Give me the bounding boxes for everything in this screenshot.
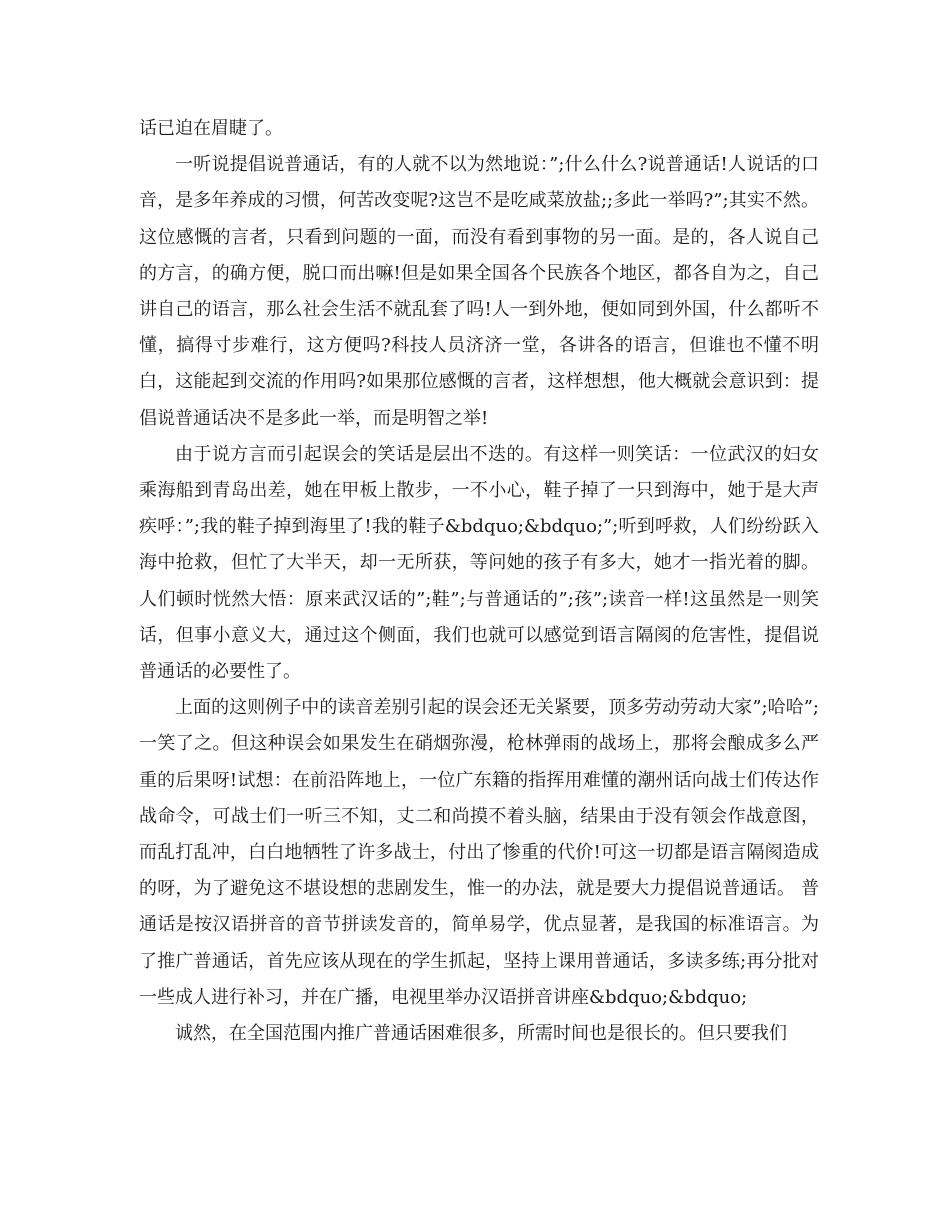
- paragraph: 诚然，在全国范围内推广普通话困难很多，所需时间也是很长的。但只要我们: [175, 1023, 787, 1045]
- document-body: [139, 111, 819, 1052]
- paragraph: 由于说方言而引起误会的笑话是层出不迭的。有这样一则笑话：一位武汉的妇女乘海船到青岛出差，她在甲板上散步，一不小心，鞋子掉了一只到海中，她于是大声疾呼：”;我的鞋子掉到海里了!我的鞋子&bdquo;&bdquo;”;听到呼救，人们纷纷跃入海中抢救，但忙了大半天，却一无所获，等问她的孩子有多大，她才一指光着的脚。人们顿时恍然大悟：原来武汉话的”;鞋”;与普通话的”;孩”;读音一样!这虽然是一则笑话，但事小意义大，通过这个侧面，我们也就可以感觉到语言隔阂的危害性，提倡说普通话的必要性了。: [139, 443, 819, 683]
- paragraph-continuation: 话已迫在眉睫了。: [139, 118, 283, 139]
- paragraph: 一听说提倡说普通话，有的人就不以为然地说：”;什么什么?说普通话!人说话的口音，是多年养成的习惯，何苦改变呢?这岂不是吃咸菜放盐;;多此一举吗?”;其实不然。这位感慨的言者，只看到问题的一面，而没有看到事物的另一面。是的，各人说自己的方言，的确方便，脱口而出嘛!但是如果全国各个民族各个地区，都各自为之，自己讲自己的语言，那么社会生活不就乱套了吗!人一到外地，便如同到外国，什么都听不懂，搞得寸步难行，这方便吗?科技人员济济一堂，各讲各的语言，但谁也不懂不明白，这能起到交流的作用吗?如果那位感慨的言者，这样想想，他大概就会意识到：提倡说普通话决不是多此一举，而是明智之举!: [139, 154, 819, 429]
- paragraph: 上面的这则例子中的读音差别引起的误会还无关紧要，顶多劳动劳动大家”;哈哈”;一笑了之。但这种误会如果发生在硝烟弥漫，枪林弹雨的战场上，那将会酿成多么严重的后果呀!试想：在前沿阵地上，一位广东籍的指挥用难懂的潮州话向战士们传达作战命令，可战士们一听三不知，丈二和尚摸不着头脑，结果由于没有领会作战意图，而乱打乱冲，白白地牺牲了许多战士，付出了惨重的代价!可这一切都是语言隔阂造成的呀，为了避免这不堪设想的悲剧发生，惟一的办法，就是要大力提倡说普通话。 普通话是按汉语拼音的音节拼读发音的，简单易学，优点显著，是我国的标准语言。为了推广普通话，首先应该从现在的学生抓起，坚持上课用普通话，多读多练;再分批对一些成人进行补习，并在广播，电视里举办汉语拼音讲座&bdquo;&bdquo;: [139, 697, 819, 1008]
